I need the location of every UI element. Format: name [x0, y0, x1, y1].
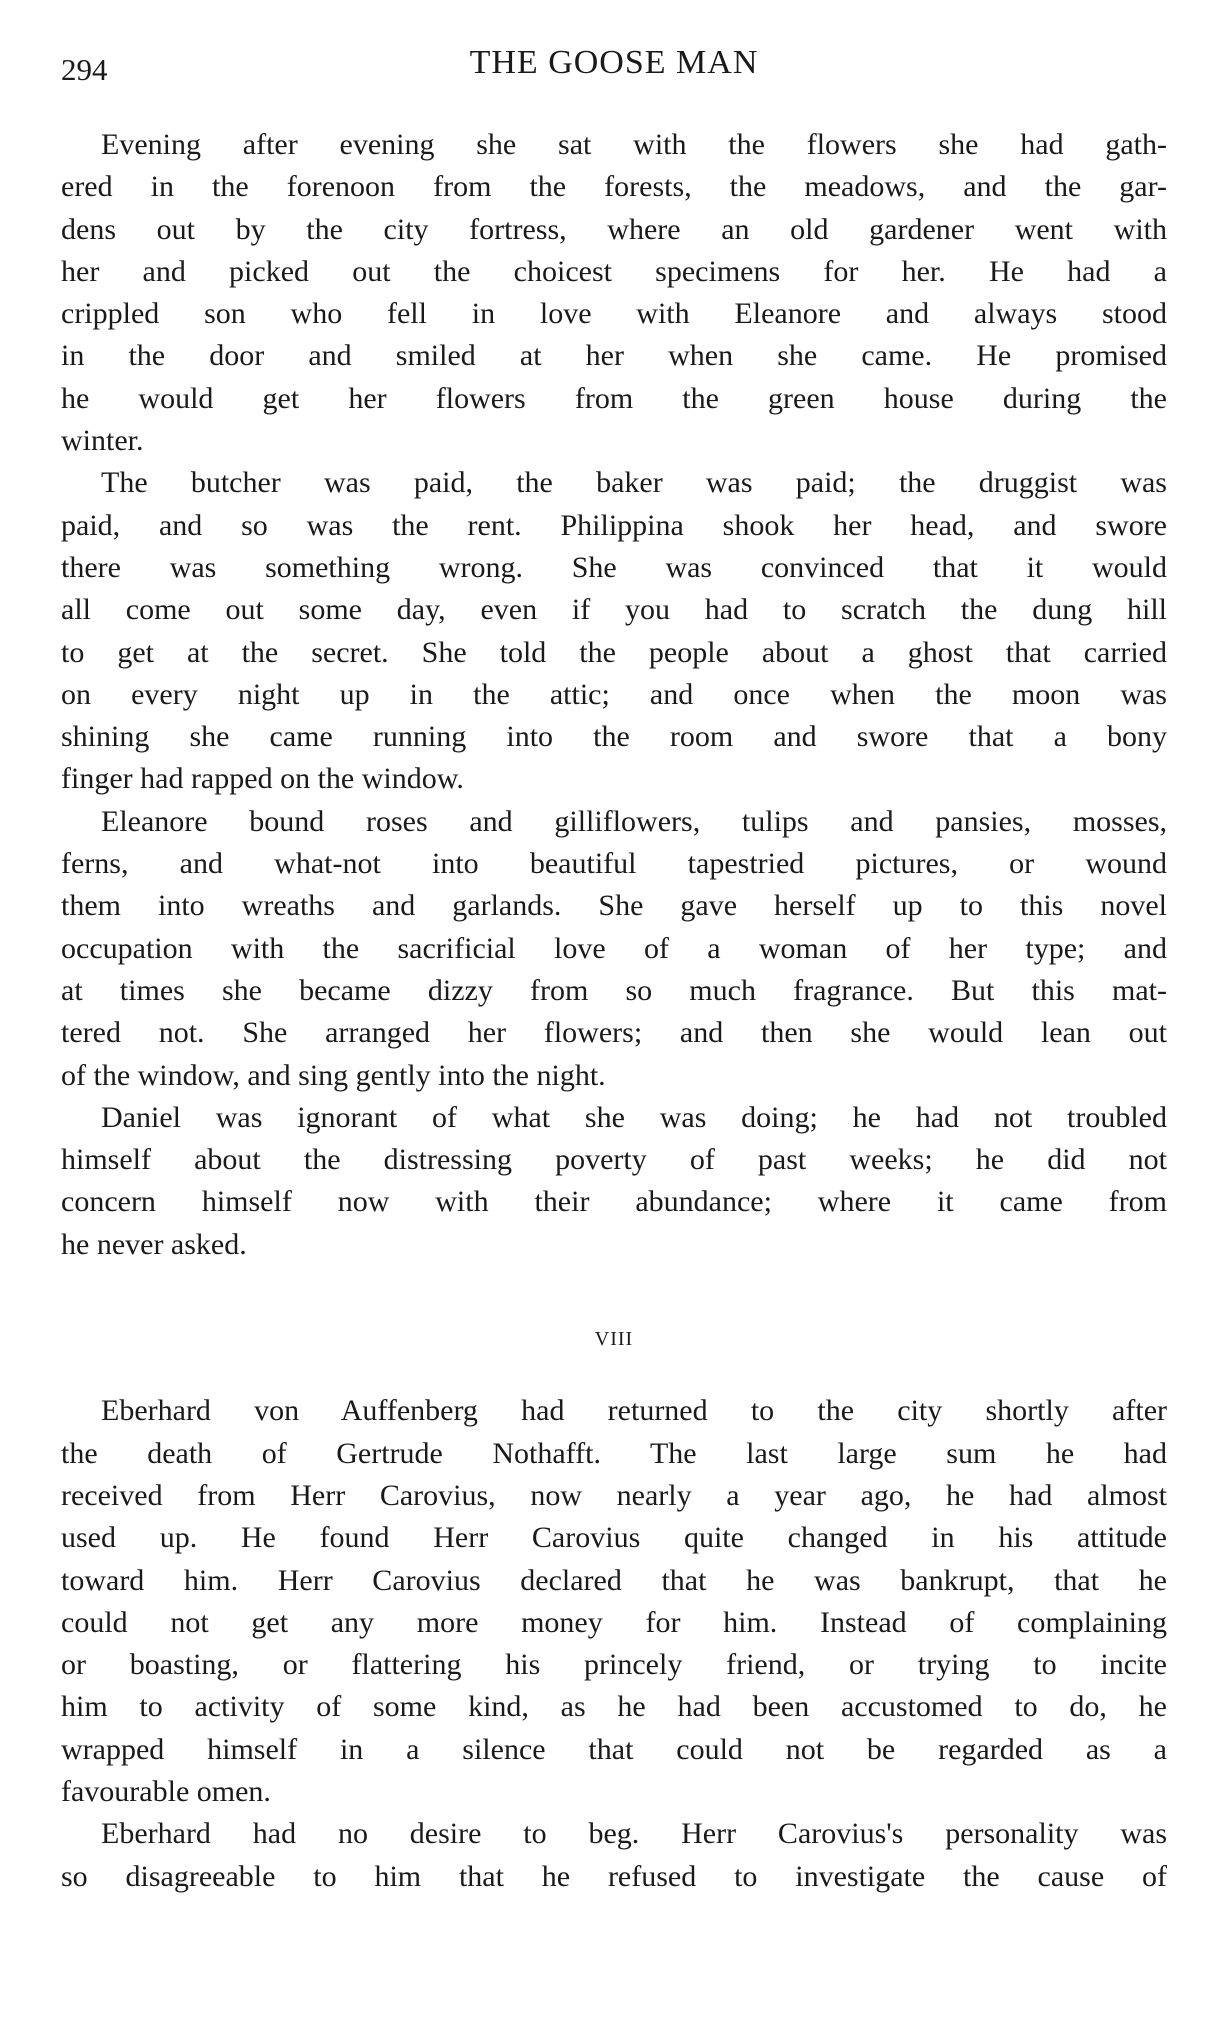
running-title: THE GOOSE MAN — [469, 44, 759, 81]
text-line: used up. He found Herr Carovius quite changed in his attitude — [61, 1521, 1167, 1555]
paragraph — [61, 462, 1167, 800]
paragraph — [61, 1390, 1167, 1813]
paragraph — [61, 124, 1167, 462]
text-after-section — [61, 1390, 1167, 1898]
text-line: all come out some day, even if you had to scratch the dung hill — [61, 593, 1167, 627]
text-line: finger had rapped on the window. — [61, 762, 464, 796]
text-line: he would get her flowers from the green house during the — [61, 381, 1167, 415]
text-line: occupation with the sacrificial love of a woman of her type; and — [61, 931, 1167, 965]
page-body — [61, 124, 1167, 1898]
text-line: toward him. Herr Carovius declared that he was bankrupt, that he — [61, 1563, 1167, 1597]
paragraph — [61, 801, 1167, 1097]
text-line: the death of Gertrude Nothafft. The last large sum he had — [61, 1436, 1167, 1470]
text-line: them into wreaths and garlands. She gave herself up to this novel — [61, 889, 1167, 923]
text-line: himself about the distressing poverty of past weeks; he did not — [61, 1143, 1167, 1177]
text-line: Daniel was ignorant of what she was doing; he had not troubled — [101, 1100, 1167, 1134]
text-line: so disagreeable to him that he refused to investigate the cause of — [61, 1859, 1167, 1893]
text-line: wrapped himself in a silence that could not be regarded as a — [61, 1732, 1167, 1766]
text-line: or boasting, or flattering his princely friend, or trying to incite — [61, 1648, 1167, 1682]
text-line: Eberhard had no desire to beg. Herr Carovius's personality was — [101, 1817, 1167, 1851]
text-line: on every night up in the attic; and once when the moon was — [61, 677, 1167, 711]
text-line: Eberhard von Auffenberg had returned to the city shortly after — [101, 1394, 1167, 1428]
text-line: him to activity of some kind, as he had been accustomed to do, he — [61, 1690, 1167, 1724]
text-line: crippled son who fell in love with Eleanore and always stood — [61, 297, 1167, 331]
text-line: at times she became dizzy from so much fragrance. But this mat- — [61, 973, 1167, 1007]
text-line: paid, and so was the rent. Philippina shook her head, and swore — [61, 508, 1167, 542]
text-line: shining she came running into the room and swore that a bony — [61, 720, 1167, 754]
text-line: concern himself now with their abundance; where it came from — [61, 1185, 1167, 1219]
text-line: of the window, and sing gently into the night. — [61, 1058, 606, 1092]
text-line: ferns, and what-not into beautiful tapestried pictures, or wound — [61, 847, 1167, 881]
text-line: favourable omen. — [61, 1774, 271, 1808]
text-line: he never asked. — [61, 1227, 247, 1261]
text-line: The butcher was paid, the baker was paid; the druggist was — [101, 466, 1167, 500]
text-line: ered in the forenoon from the forests, the meadows, and the gar- — [61, 170, 1167, 204]
paragraph — [61, 1813, 1167, 1898]
text-before-section — [61, 124, 1167, 1266]
text-line: Eleanore bound roses and gilliflowers, tulips and pansies, mosses, — [101, 804, 1167, 838]
text-line: to get at the secret. She told the people about a ghost that carried — [61, 635, 1167, 669]
page-header — [61, 44, 1167, 94]
page-number: 294 — [61, 52, 108, 87]
text-line: her and picked out the choicest specimens for her. He had a — [61, 254, 1167, 288]
text-line: there was something wrong. She was convinced that it would — [61, 550, 1167, 584]
text-line: in the door and smiled at her when she came. He promised — [61, 339, 1167, 373]
text-line: could not get any more money for him. Instead of complaining — [61, 1605, 1167, 1639]
text-line: received from Herr Carovius, now nearly a year ago, he had almost — [61, 1478, 1167, 1512]
text-line: Evening after evening she sat with the flowers she had gath- — [101, 128, 1167, 161]
paragraph — [61, 1097, 1167, 1266]
text-line: tered not. She arranged her flowers; and then she would lean out — [61, 1016, 1167, 1050]
text-line: winter. — [61, 424, 144, 458]
text-line: dens out by the city fortress, where an old gardener went with — [61, 212, 1167, 246]
section-heading: VIII — [594, 1328, 634, 1351]
